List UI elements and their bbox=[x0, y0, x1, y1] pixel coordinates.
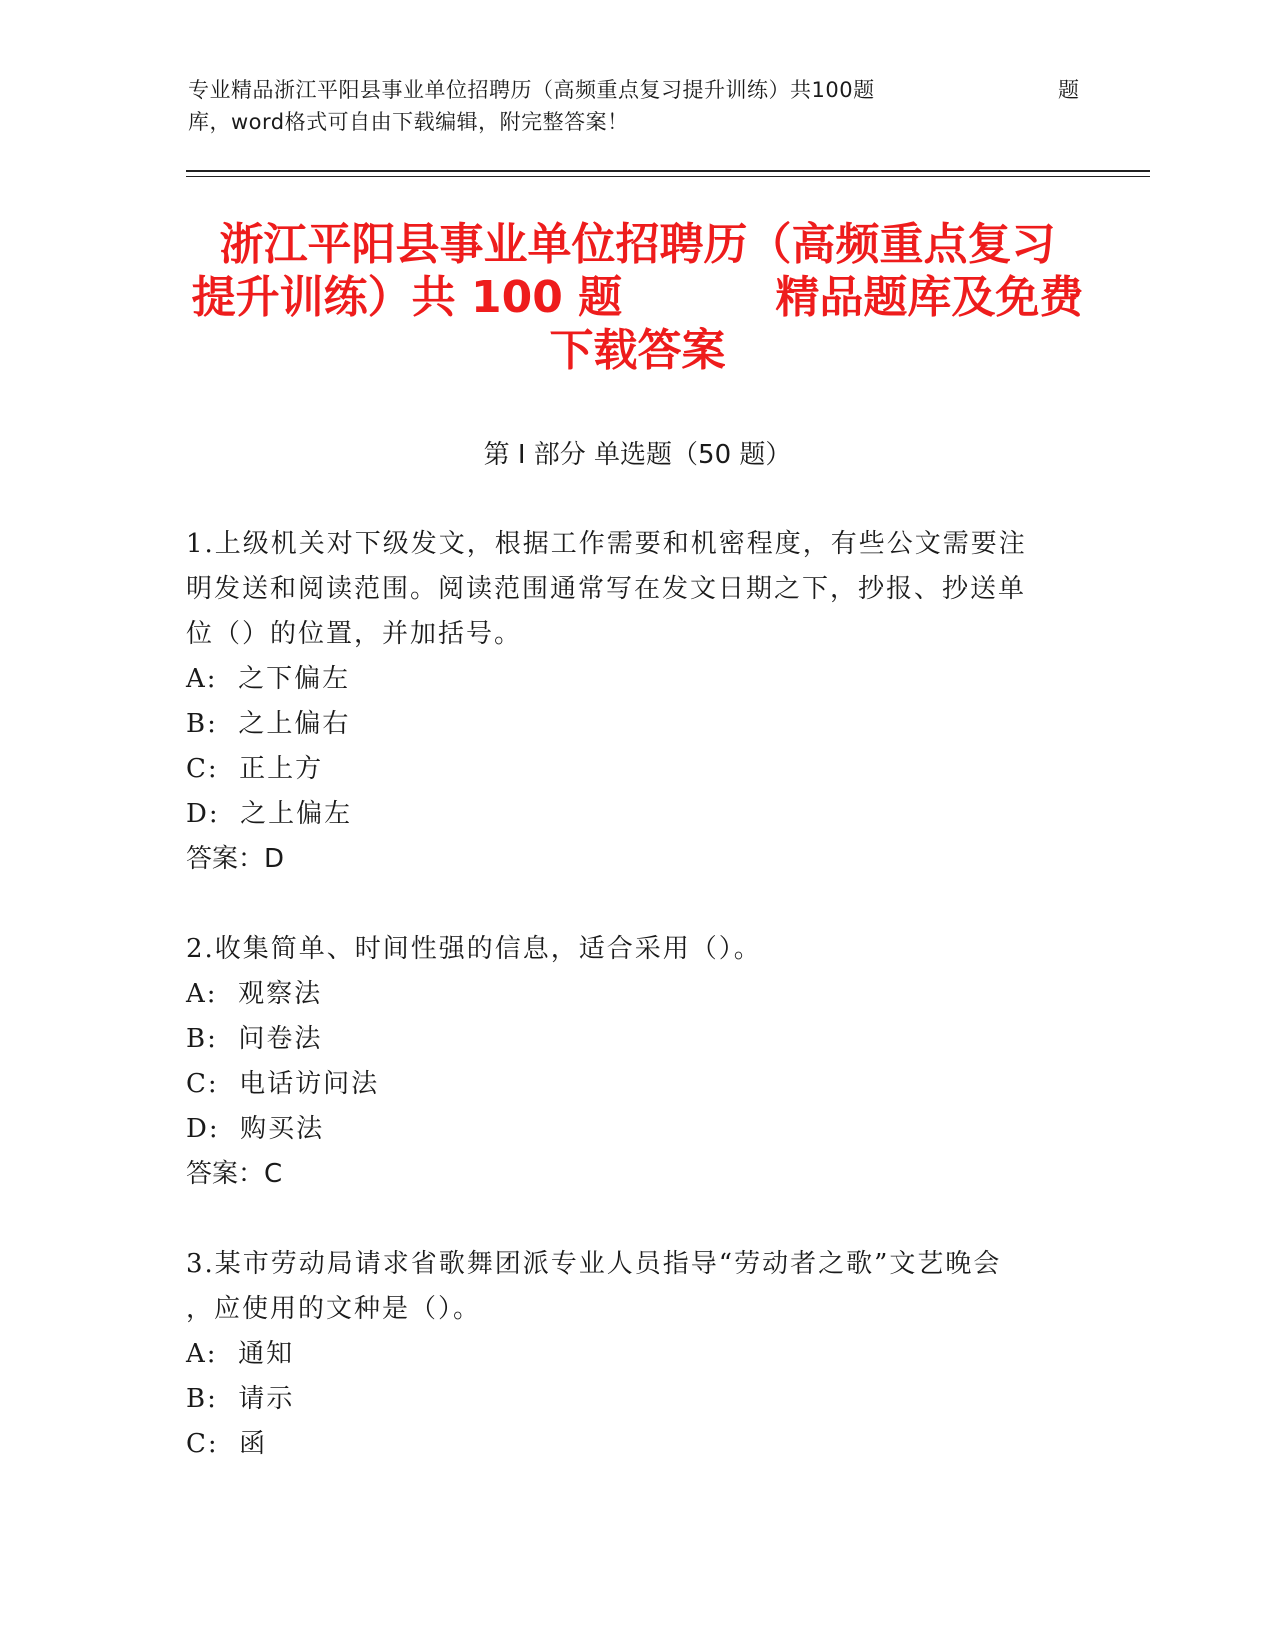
question-3-stem-line-1: 3.某市劳动局请求省歌舞团派专业人员指导“劳动者之歌”文艺晚会 bbox=[186, 1249, 1002, 1279]
question-3-option-c: C: 函 bbox=[186, 1429, 268, 1459]
document-title-line-1: 浙江平阳县事业单位招聘历（高频重点复习 bbox=[219, 219, 1056, 270]
question-2-answer: 答案：C bbox=[186, 1159, 283, 1189]
document-title-line-3: 下载答案 bbox=[549, 325, 726, 376]
question-1-stem-line-3: 位（）的位置，并加括号。 bbox=[186, 619, 523, 649]
header-rule-thin bbox=[186, 176, 1150, 177]
question-1-option-c: C: 正上方 bbox=[186, 754, 324, 784]
question-2-option-c: C: 电话访问法 bbox=[186, 1069, 380, 1099]
question-2-option-b: B: 问卷法 bbox=[186, 1024, 323, 1054]
question-1-option-d: D: 之上偏左 bbox=[186, 799, 353, 829]
question-1-option-a: A: 之下偏左 bbox=[186, 664, 351, 694]
question-1-option-b: B: 之上偏右 bbox=[186, 709, 351, 739]
question-1-stem-line-2: 明发送和阅读范围。阅读范围通常写在发文日期之下，抄报、抄送单 bbox=[186, 574, 1027, 604]
question-2-option-a: A: 观察法 bbox=[186, 979, 323, 1009]
question-1-answer: 答案：D bbox=[186, 844, 285, 874]
question-3-option-b: B: 请示 bbox=[186, 1384, 295, 1414]
document-title-line-2: 提升训练）共 100 题 精品题库及免费 bbox=[191, 272, 1084, 323]
question-1-stem-line-1: 1.上级机关对下级发文，根据工作需要和机密程度，有些公文需要注 bbox=[186, 529, 1027, 559]
question-2-stem-line-1: 2.收集简单、时间性强的信息，适合采用（）。 bbox=[186, 934, 762, 964]
section-heading: 第 I 部分 单选题（50 题） bbox=[483, 440, 792, 470]
header-line-1: 专业精品浙江平阳县事业单位招聘历（高频重点复习提升训练）共100题 bbox=[188, 78, 875, 102]
header-rule-thick bbox=[186, 170, 1150, 172]
header-line-1-right: 题 bbox=[1058, 78, 1079, 102]
header-line-2: 库，word格式可自由下载编辑，附完整答案！ bbox=[188, 110, 629, 134]
question-3-option-a: A: 通知 bbox=[186, 1339, 295, 1369]
question-3-stem-line-2: ，应使用的文种是（）。 bbox=[186, 1294, 482, 1324]
question-2-option-d: D: 购买法 bbox=[186, 1114, 325, 1144]
